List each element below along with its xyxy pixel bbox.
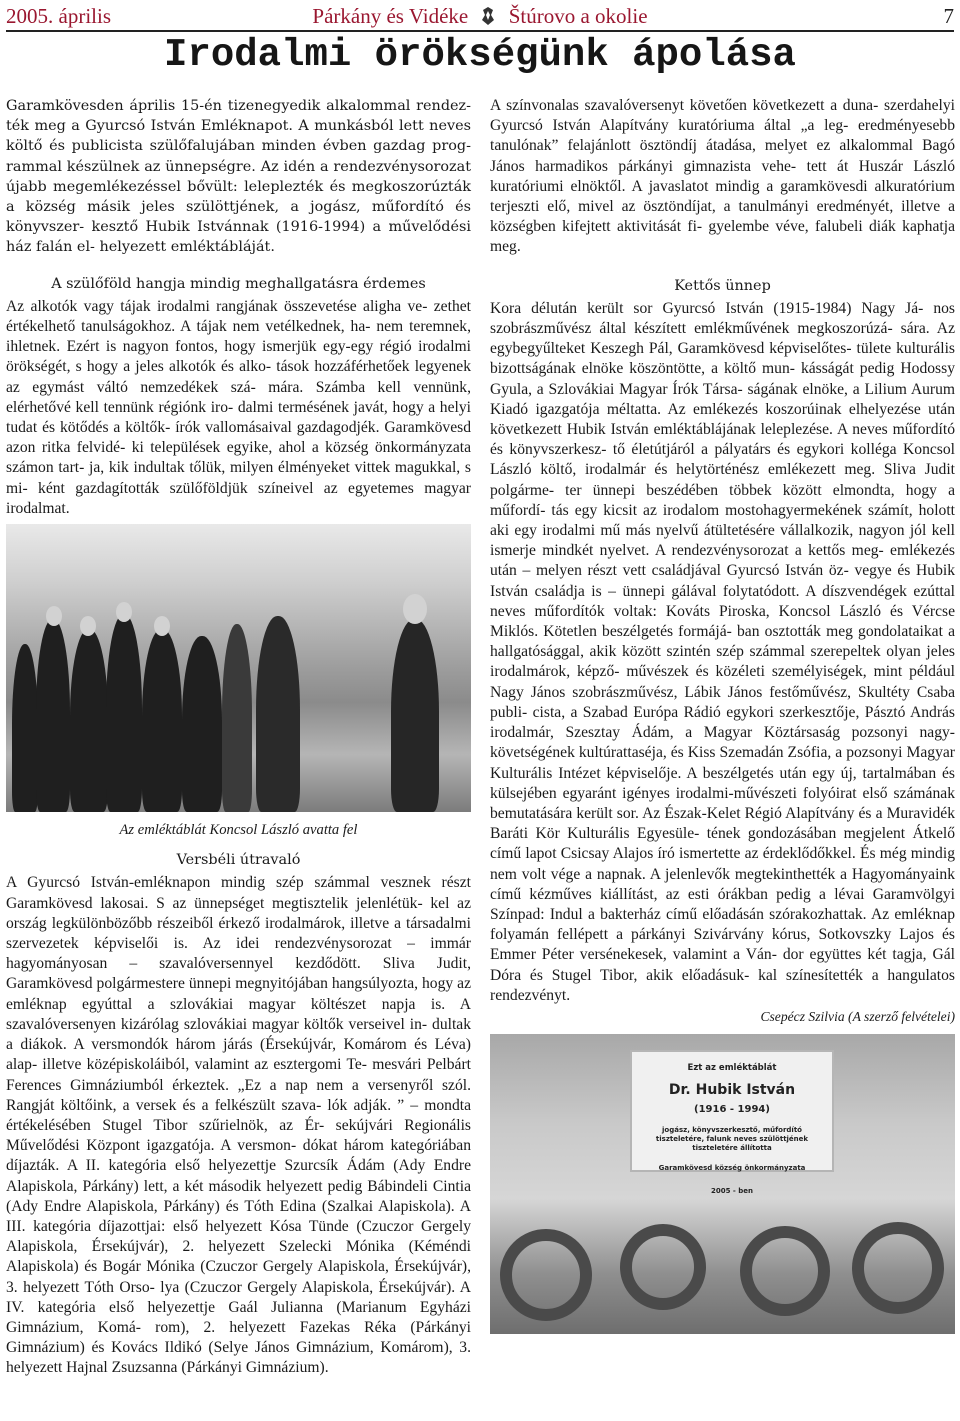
article-title: Irodalmi örökségünk ápolása xyxy=(164,33,796,77)
section-body: A Gyurcsó István-emléknapon mindig szép számmal vesznek részt Garamkövesd lakosai. S az ünnepséget megtisztelik jelenlétük- kel az ország legkülönbözőbb részeiből érkező irodalmárok, illetve a társadalmi szervezetek képviselői is. Az idei rendezvénysorozat – immár hagyományosan – szavalóversennyel kezdődött. Sliva Judit, Garamkövesd polgármestere ünnepi megnyitójában hangsúlyozta, hogy az emléknap egyúttal a szlovákiai magyar költészet napja is. A szavalóversenyen kizárólag szlovákiai magyar költők verseivel in- dultak a diákok. A versmondók három járás (Érsekújvár, Komárom és Léva) alap- illetve középiskoláiból, valamint az esztergomi Te- mesvári Pelbárt Ferences Gimnáziumból érkeztek. „Ez a nap nem a versenyről szól. Rangját költőink, a versek és a felkészült szava- lók adják. ” – mondta értékelésében Stugel Tibor szűrielnök, az Ér- sekújvári Regionális Művelődési Központ igazgatója. A versmon- dókat három kategóriában díjazták. A II. kategória első helyezettje Szurcsík Ádám (Ady Endre Alapiskola, Párkány) lett, a két második helyezett pedig Bábindeli Cintia (Ady Endre Alapiskola, Párkány) és Tóth Edina (Szalkai Alapiskola). A III. kategória díjazottjai: első helyezett Kósa Tünde (Czuczor Gergely Alapiskola, Érsekújvár), 2. helyezett Szelecki Mónika (Kéméndi Alapiskola) és Bogár Mónika (Czuczor Gergely Alapiskola, Érsekújvár), 3. helyezett Tóth Orso- lya (Czuczor Gergely Alapiskola, Érsekújvár). A IV. kategória első helyezettje Gaál Julianna (Marianum Egyházi Gimnázium, Komá- rom), 2. helyezett Fazekas Réka (Párkányi Gimnázium) és Kovács Ildikó (Selye János Gimnázium, Komárom), 3. helyezett Hajnal Zsuzsanna (Párkányi Gimnázium). xyxy=(6,874,471,1377)
article-lead: Garamkövesden április 15-én tizenegyedik alkalommal rendez- ték meg a Gyurcsó István Emléknapot. A munkásból lett neves költő és publicista szülőfalujában minden évben gazdag prog- rammal készülnek az ünnepségre. Az idén a rendezvénysorozat újabb megemlékezéssel bővült: leleplezték és megkoszorúzták a község másik jeles szülöttjének, a jogász, műfordító és könyvszer- kesztő Hubik Istvánnak (1916-1994) a művelődési ház falán el- helyezett emléktábláját. xyxy=(6,98,471,256)
coat-of-arms-icon xyxy=(479,6,497,26)
plaque-line: Garamkövesd község önkormányzata xyxy=(658,1163,806,1172)
plaque-line: Ezt az emléktáblát xyxy=(687,1062,777,1073)
section-body: Kora délután került sor Gyurcsó István (1915-1984) Nagy Já- nos szobrászművész által készített emlékművének megkoszorúzá- sára. Az egybegyűlteket Keszegh Pál, Garamkövesd képviselőtes- tülete kulturális bizottságának elnöke köszöntötte, a költő mun- kásságát pedig Hodossy Gyula, a Szlovákiai Magyar Írók Társa- ságának elnöke, a Lilium Aurum Kiadó igazgatója méltatta. Az emlékezés koszorúinak elhelyezése után következett Hubik István emléktáblájának leleplezése. A neves műfordító és könyvszerkesz- tő életútjáról a pályatárs és egykori kolléga Koncsol László költő, irodalmár és helytörténész emlékezett meg. Sliva Judit polgárme- ter ünnepi beszédében többek között elmondta, hogy a műfordí- tás egy kicsit az irodalom mostohagyermekének számít, holott aki egy irodalmi mű más nyelvű átültetésére vállalkozik, nagyon jól kell ismerje mindkét nyelvet. A rendezvénysorozat a kettős meg- emlékezés után – melyen részt vett családjával Gyurcsó István öz- vegye és Hubik István családja is – ünnepi gálával folytatódott. A díszvendégek ezúttal neves műfordítók voltak: Kováts Piroska, Koncsol László és Vércse Miklós. Kötetlen beszélgetés formájá- ban osztották meg gondolataikat a hallgatósággal, akik között szintén szép számmal szerepeltek olyan jeles irodalmárok, képző- művészek és közéleti személyiségek, mint például Nagy János szobrászművész, Lábik János festőművész, Skultéty Csaba publi- cista, a Szabad Európa Rádió egykori szerkesztője, Pásztó András irodalmár, Szesztay Ádám, a Magyar Köztársaság pozsonyi nagy- követségének kultúrattaséja, és Kiss Szemadán Zsófia, a pozsonyi Magyar Kulturális Intézet képviselője. A beszélgetés után egy új, tartalmában és külsejében egyaránt igényes irodalmi-művészeti folyóirat első számának bemutatására került sor. Az Észak-Kelet Régió Alapítvány és a Muravidék Baráti Kör Kulturális Egyesüle- tének gondozásában megjelent Átkelő című lapot Csicsay Alajos író ismertette az érdeklődőkkel. És még mindig nem volt vége a napnak. A jelenlevők megtekinthették a Hagyományaink című kézműves kiállítást, az esti órákban pedig a lévai Garamvölgyi Színpad: Indul a bakterház című előadásán szórakozhattak. Az emléknap folyamán fellépett a párkányi Szivárvány kórus, Sotkovszky Lajos és Emmer Péter versénekesek, valamint a Ván- dor együttes két tagja, Gál Dóra és Stugel Tibor, akik előadásuk- kal színesítették a hangulatos rendezvényt. xyxy=(490,299,955,1004)
wreath xyxy=(740,1226,830,1316)
memorial-plaque xyxy=(630,1050,834,1195)
publication-name-sk: Štúrovo a okolie xyxy=(508,4,648,28)
header-rule xyxy=(6,30,954,32)
page-number: 7 xyxy=(943,4,954,28)
publication-name-hu: Párkány és Vidéke xyxy=(312,4,469,28)
plaque-line: jogász, könyvszerkesztő, műfordító tiszteletére, falunk neves szülöttjének tiszteletére állította xyxy=(655,1125,809,1152)
wreath xyxy=(620,1224,706,1310)
wreath xyxy=(852,1222,944,1314)
photo-credit: Csepécz Szilvia (A szerző felvételei) xyxy=(760,1008,955,1024)
right-column xyxy=(490,96,955,1334)
left-column xyxy=(6,96,471,1379)
plaque-name: Dr. Hubik István xyxy=(668,1082,796,1099)
section-heading: Kettős ünnep xyxy=(674,277,771,294)
photo-caption: Az emléktáblát Koncsol László avatta fel xyxy=(119,822,358,839)
section-heading: A szülőföld hangja mindig meghallgatásra érdemes xyxy=(51,275,426,292)
issue-date: 2005. április xyxy=(6,4,111,28)
memorial-plaque-photo xyxy=(490,1034,955,1334)
page-header xyxy=(6,0,954,32)
section-body: Az alkotók vagy tájak irodalmi rangjának összevetése aligha ve- zethet értékelhető tanulságokhoz. A tájak nem vetélkednek, ha- nem teremnek, ihletnek. Ezért is nagyon fontos, hogy ismerjük egy-egy régió irodalmi örökségét, s hogy a jeles alkotók és alko- tások hozzáférhetőek legyenek az egymást váltó nemzedékek szá- mára. Számba kell vennünk, elérhetővé kell tennünk régiónk iro- dalmi termésének javát, hogy a helyi tudat és kötődés a költők- írók vallomásaival gazdagodjék. Garamkövesd azon ritka felvidé- ki települések egyike, ahol a község önkormányzata számon tart- ja, kik indultak tőlük, milyen élményeket vittek magukkal, s mi- ként gazdagították szülőföldjük színeivel az egyetemes magyar irodalmat. xyxy=(6,297,471,517)
plaque-line: 2005 - ben xyxy=(710,1186,753,1195)
ceremony-photo xyxy=(6,524,471,812)
section-body: A színvonalas szavalóversenyt követően következett a duna- szerdahelyi Gyurcsó István Alapítvány kuratóriuma által „a leg- eredményesebb tanulónak” felajánlott ösztöndíj átadása, melyet ez alkalommal Bagó János harmadikos párkányi gimnazista vehe- tett át Huszár László kuratóriumi elnöktől. A javaslatot mindig a garamkövesdi alkuratórium terjeszti elő, mivel az ösztöndíjat, a tanulmányi eredményét, illetve a községben kifejtett aktivitását fi- gyelembe véve, falubeli diák kaphatja meg. xyxy=(490,97,955,256)
plaque-years: (1916 - 1994) xyxy=(694,1104,770,1116)
wreath xyxy=(500,1229,592,1321)
section-heading: Versbéli útravaló xyxy=(176,852,301,869)
publication-title xyxy=(6,4,954,29)
